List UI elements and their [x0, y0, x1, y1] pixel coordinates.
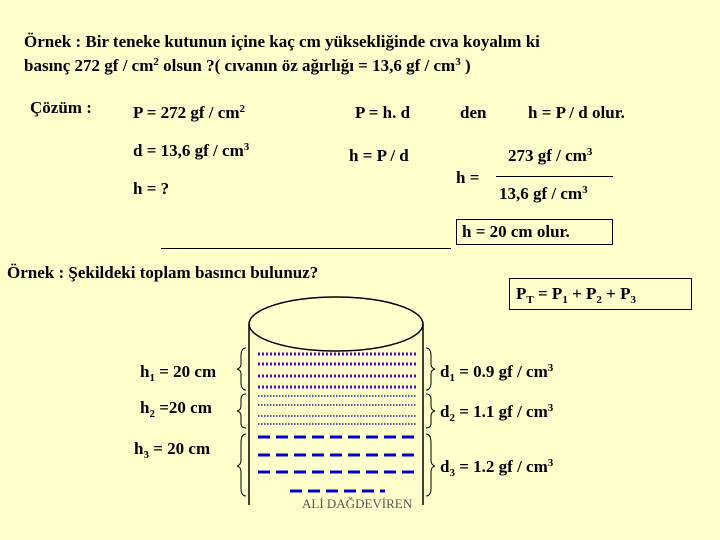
d-given-sup: 3: [243, 141, 250, 153]
layer2-d-sup: 3: [547, 402, 554, 414]
denominator-text: 13,6 gf / cm: [499, 184, 583, 203]
total-rest-3: + P: [601, 284, 631, 303]
layer3-d-value: = 1.2 gf / cm: [454, 457, 548, 476]
layer3-d-sup: 3: [547, 457, 554, 469]
total-sub1: 1: [562, 294, 568, 306]
h-unknown: h = ?: [133, 179, 170, 198]
total-rest-2: + P: [567, 284, 597, 303]
layer3-density: [440, 457, 553, 479]
solution-label: Çözüm :: [30, 98, 92, 117]
total-p: P: [516, 284, 527, 303]
brace-h3: [237, 434, 246, 496]
total-sub2: 2: [596, 294, 602, 306]
p-given-text: P = 272 gf / cm: [133, 103, 240, 122]
example2-title: Örnek : Şekildeki toplam basıncı bulunuz?: [7, 263, 319, 282]
layer2-h-sub: 2: [149, 408, 155, 420]
layer3-liquid: [258, 437, 416, 491]
right-braces: [426, 348, 435, 496]
layer2-d-value: = 1.1 gf / cm: [454, 402, 548, 421]
layer1-d-value: = 0.9 gf / cm: [454, 362, 548, 381]
example1-line1: Örnek : Bir teneke kutunun içine kaç cm yüksekliğinde cıva koyalım ki: [24, 32, 540, 51]
numerator-sup: 3: [586, 146, 593, 158]
layer2-height: [140, 398, 212, 420]
brace-d1: [426, 348, 435, 390]
layer2-d-label: d: [440, 402, 450, 421]
total-rest-1: = P: [533, 284, 563, 303]
brace-d2: [426, 394, 435, 428]
den-word: den: [460, 103, 487, 122]
cylinder-top-ellipse: [249, 297, 423, 351]
h-equals: h =: [456, 168, 480, 187]
layer3-height: [134, 439, 210, 461]
layer2-d-sub: 2: [449, 412, 455, 424]
layer2-density: [440, 402, 553, 424]
cylinder-body: [249, 297, 423, 505]
example1-line2-end: ): [460, 56, 471, 75]
layer1-d-label: d: [440, 362, 450, 381]
denominator-sup: 3: [582, 184, 588, 196]
example1-line2-sup2: 3: [455, 56, 461, 68]
layer3-h-sub: 3: [143, 449, 149, 461]
example1-line2-sup1: 2: [153, 56, 159, 68]
layer3-d-sub: 3: [449, 467, 455, 479]
result-box: h = 20 cm olur.: [456, 219, 613, 245]
layer1-height: [140, 362, 216, 384]
layer2-h-value: =20 cm: [154, 398, 212, 417]
d-given-text: d = 13,6 gf / cm: [133, 141, 244, 160]
layer2-h-label: h: [140, 398, 150, 417]
layer1-density: [440, 362, 553, 384]
numerator-text: 273 gf / cm: [508, 146, 587, 165]
brace-d3: [426, 434, 435, 496]
layer3-h-value: = 20 cm: [148, 439, 211, 458]
brace-h2: [237, 394, 246, 428]
layer1-h-sub: 1: [149, 372, 155, 384]
layer3-h-label: h: [134, 439, 144, 458]
formula-p-hd: P = h. d: [355, 103, 411, 122]
layer1-d-sub: 1: [449, 372, 455, 384]
h-formula: h = P / d: [349, 146, 409, 165]
left-braces: [237, 348, 246, 496]
p-given-sup: 2: [239, 103, 245, 115]
layer2-liquid: [258, 396, 416, 424]
example1-line2-text-b: olsun ?( cıvanın öz ağırlığı = 13,6 gf / cm: [158, 56, 456, 75]
total-sub3: 3: [630, 294, 636, 306]
author-watermark: ALİ DAĞDEVİREN: [302, 496, 413, 511]
layer1-h-label: h: [140, 362, 150, 381]
layer1-h-value: = 20 cm: [154, 362, 217, 381]
example1-line2-text: basınç 272 gf / cm: [24, 56, 154, 75]
total-p-sub: T: [526, 294, 534, 306]
brace-h1: [237, 348, 246, 390]
layer1-d-sup: 3: [547, 362, 554, 374]
layer1-liquid: [258, 354, 416, 387]
h-formula-olur: h = P / d olur.: [528, 103, 625, 122]
layer3-d-label: d: [440, 457, 450, 476]
